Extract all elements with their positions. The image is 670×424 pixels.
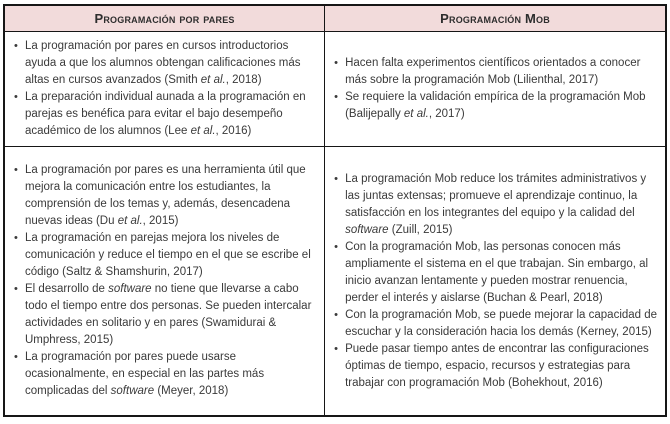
bullet-icon: • <box>334 308 338 321</box>
comparison-table <box>3 4 667 417</box>
bullet-text: Puede pasar tiempo antes de encontrar las configuraciones óptimas de tiempo, espacio, recursos y estrategias para trabajar con programación Mob (Bohekhout, 2016) <box>345 342 649 389</box>
bullet-icon: • <box>334 91 338 103</box>
header-pair-programming: Programación por pares <box>5 6 325 31</box>
bullet-text: La programación por pares puede usarse ocasionalmente, en especial en las partes más complicadas del software (Meyer, 2018) <box>25 351 265 397</box>
bullet-item <box>331 239 661 307</box>
bullet-text: La programación por pares en cursos introductorios ayuda a que los alumnos obtengan calificaciones más altas en cursos avanzados (Smith et al., 2018) <box>25 40 301 86</box>
bullet-icon: • <box>14 283 18 295</box>
table-header-row <box>5 6 665 32</box>
bullet-icon: • <box>334 57 338 69</box>
bullet-item <box>331 171 661 239</box>
cell-pair-programming-row1 <box>5 32 325 146</box>
bullet-text: La programación en parejas mejora los niveles de comunicación y reduce el tiempo en el que se escribe el código (Saltz & Shamshurin, 2017) <box>25 232 311 278</box>
bullet-text: Hacen falta experimentos científicos orientados a conocer más sobre la programación Mob (Lilienthal, 2017) <box>345 57 641 86</box>
bullet-item <box>11 281 320 349</box>
bullet-item <box>11 162 320 230</box>
bullet-item <box>11 230 320 281</box>
bullet-text: Con la programación Mob, se puede mejorar la capacidad de escuchar y la consideración hacia los demás (Kerney, 2015) <box>345 308 658 338</box>
bullet-icon: • <box>14 91 18 103</box>
bullet-item <box>331 89 661 123</box>
bullet-text: Con la programación Mob, las personas conocen más ampliamente el sistema en el que trabajan. Sin embargo, al inicio avanzan lentamente y pueden mostrar renuencia, perder el interés y aislarse (Buchan & Pearl, 2018) <box>345 240 649 304</box>
bullet-icon: • <box>14 351 18 363</box>
bullet-icon: • <box>334 240 338 253</box>
cell-pair-programming-row2 <box>5 147 325 415</box>
table-row <box>5 147 665 415</box>
bullet-text: Se requiere la validación empírica de la programación Mob (Balijepally et al., 2017) <box>345 91 646 120</box>
bullet-item <box>11 38 320 89</box>
header-mob-programming: Programación Mob <box>440 11 550 26</box>
bullet-item <box>11 349 320 400</box>
bullet-text: La preparación individual aunada a la programación en parejas es benéfica para evitar el bajo desempeño académico de los alumnos (Lee et al., 2016) <box>25 91 306 137</box>
bullet-item <box>331 55 661 89</box>
bullet-icon: • <box>14 232 18 244</box>
bullet-icon: • <box>334 342 338 355</box>
bullet-icon: • <box>334 172 338 185</box>
bullet-icon: • <box>14 40 18 52</box>
cell-mob-programming-row1 <box>325 32 665 146</box>
bullet-text: La programación Mob reduce los trámites administrativos y las juntas extensas; promueve el aprendizaje continuo, la satisfacción en los integrantes del equipo y la calidad del software (Zuill, 2015) <box>345 172 647 236</box>
bullet-item <box>331 307 661 341</box>
bullet-item <box>11 89 320 140</box>
bullet-text: El desarrollo de software no tiene que llevarse a cabo todo el tiempo entre dos personas. Se pueden intercalar actividades en solitario y en pares (Swamidurai & Umphress, 2015) <box>25 283 312 346</box>
bullet-text: La programación por pares es una herramienta útil que mejora la comunicación entre los estudiantes, la comprensión de los temas y, además, desencadena nuevas ideas (Du et al., 2015) <box>25 164 306 227</box>
bullet-icon: • <box>14 164 18 176</box>
table-row <box>5 32 665 147</box>
bullet-item <box>331 341 661 392</box>
cell-mob-programming-row2 <box>325 147 665 415</box>
